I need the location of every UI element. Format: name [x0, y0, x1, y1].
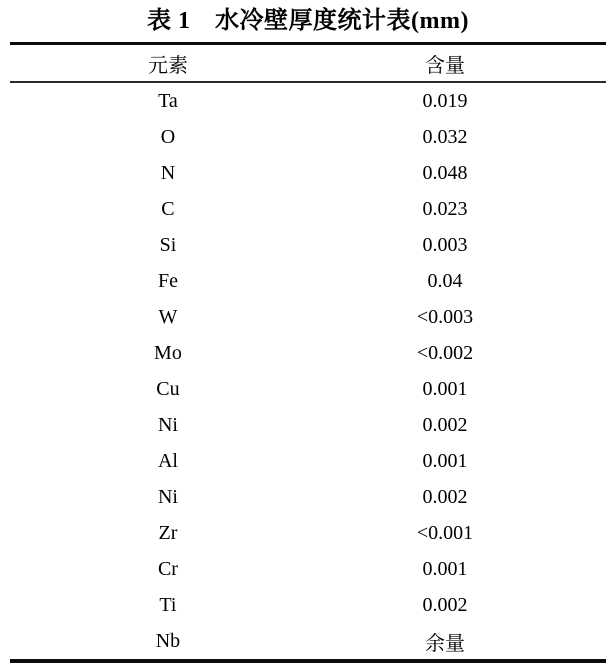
table-row: [10, 587, 606, 623]
content-cell: 0.002: [422, 593, 468, 616]
content-cell: 0.001: [422, 557, 468, 580]
column-header-content: 含量: [320, 44, 606, 83]
table-row: [10, 443, 606, 479]
element-cell: Si: [159, 233, 177, 256]
table-body: [10, 82, 606, 661]
table-row: [10, 551, 606, 587]
content-cell: 0.04: [427, 269, 463, 292]
element-cell: Cr: [157, 557, 178, 580]
content-cell: 0.023: [422, 197, 468, 220]
element-cell: Ni: [157, 485, 178, 508]
content-cell: 余量: [424, 632, 465, 655]
table-row: [10, 155, 606, 191]
content-cell: 0.003: [422, 233, 468, 256]
table-row: [10, 82, 606, 119]
table-row: [10, 407, 606, 443]
element-cell: Zr: [158, 521, 178, 544]
table-row: [10, 515, 606, 551]
table-row: [10, 119, 606, 155]
table-row: [10, 227, 606, 263]
content-cell: <0.001: [416, 521, 474, 544]
element-cell: Nb: [155, 629, 181, 652]
element-cell: Ni: [157, 413, 178, 436]
table-row: [10, 263, 606, 299]
element-cell: N: [160, 161, 176, 184]
content-cell: 0.002: [422, 413, 468, 436]
header-row: [10, 44, 606, 83]
data-table: [10, 42, 606, 663]
table-row: [10, 371, 606, 407]
content-cell: 0.001: [422, 377, 468, 400]
content-cell: <0.002: [416, 341, 474, 364]
content-cell: 0.019: [422, 89, 468, 112]
element-cell: C: [161, 197, 175, 220]
element-cell: Fe: [157, 269, 178, 292]
element-cell: Al: [157, 449, 178, 472]
element-cell: Cu: [156, 377, 180, 400]
content-cell: 0.002: [422, 485, 468, 508]
content-cell: 0.001: [422, 449, 468, 472]
content-cell: 0.032: [422, 125, 468, 148]
content-cell: 0.048: [422, 161, 468, 184]
element-cell: O: [160, 125, 176, 148]
element-cell: Mo: [154, 341, 182, 364]
column-header-element: 元素: [10, 44, 320, 83]
table-row: [10, 191, 606, 227]
element-cell: W: [158, 305, 178, 328]
element-cell: Ta: [158, 89, 178, 112]
table-row: [10, 335, 606, 371]
table-row: [10, 623, 606, 661]
table-row: [10, 299, 606, 335]
element-cell: Ti: [159, 593, 177, 616]
content-cell: <0.003: [416, 305, 474, 328]
table-row: [10, 479, 606, 515]
table-caption: 表 1 水冷壁厚度统计表(mm): [147, 8, 469, 34]
